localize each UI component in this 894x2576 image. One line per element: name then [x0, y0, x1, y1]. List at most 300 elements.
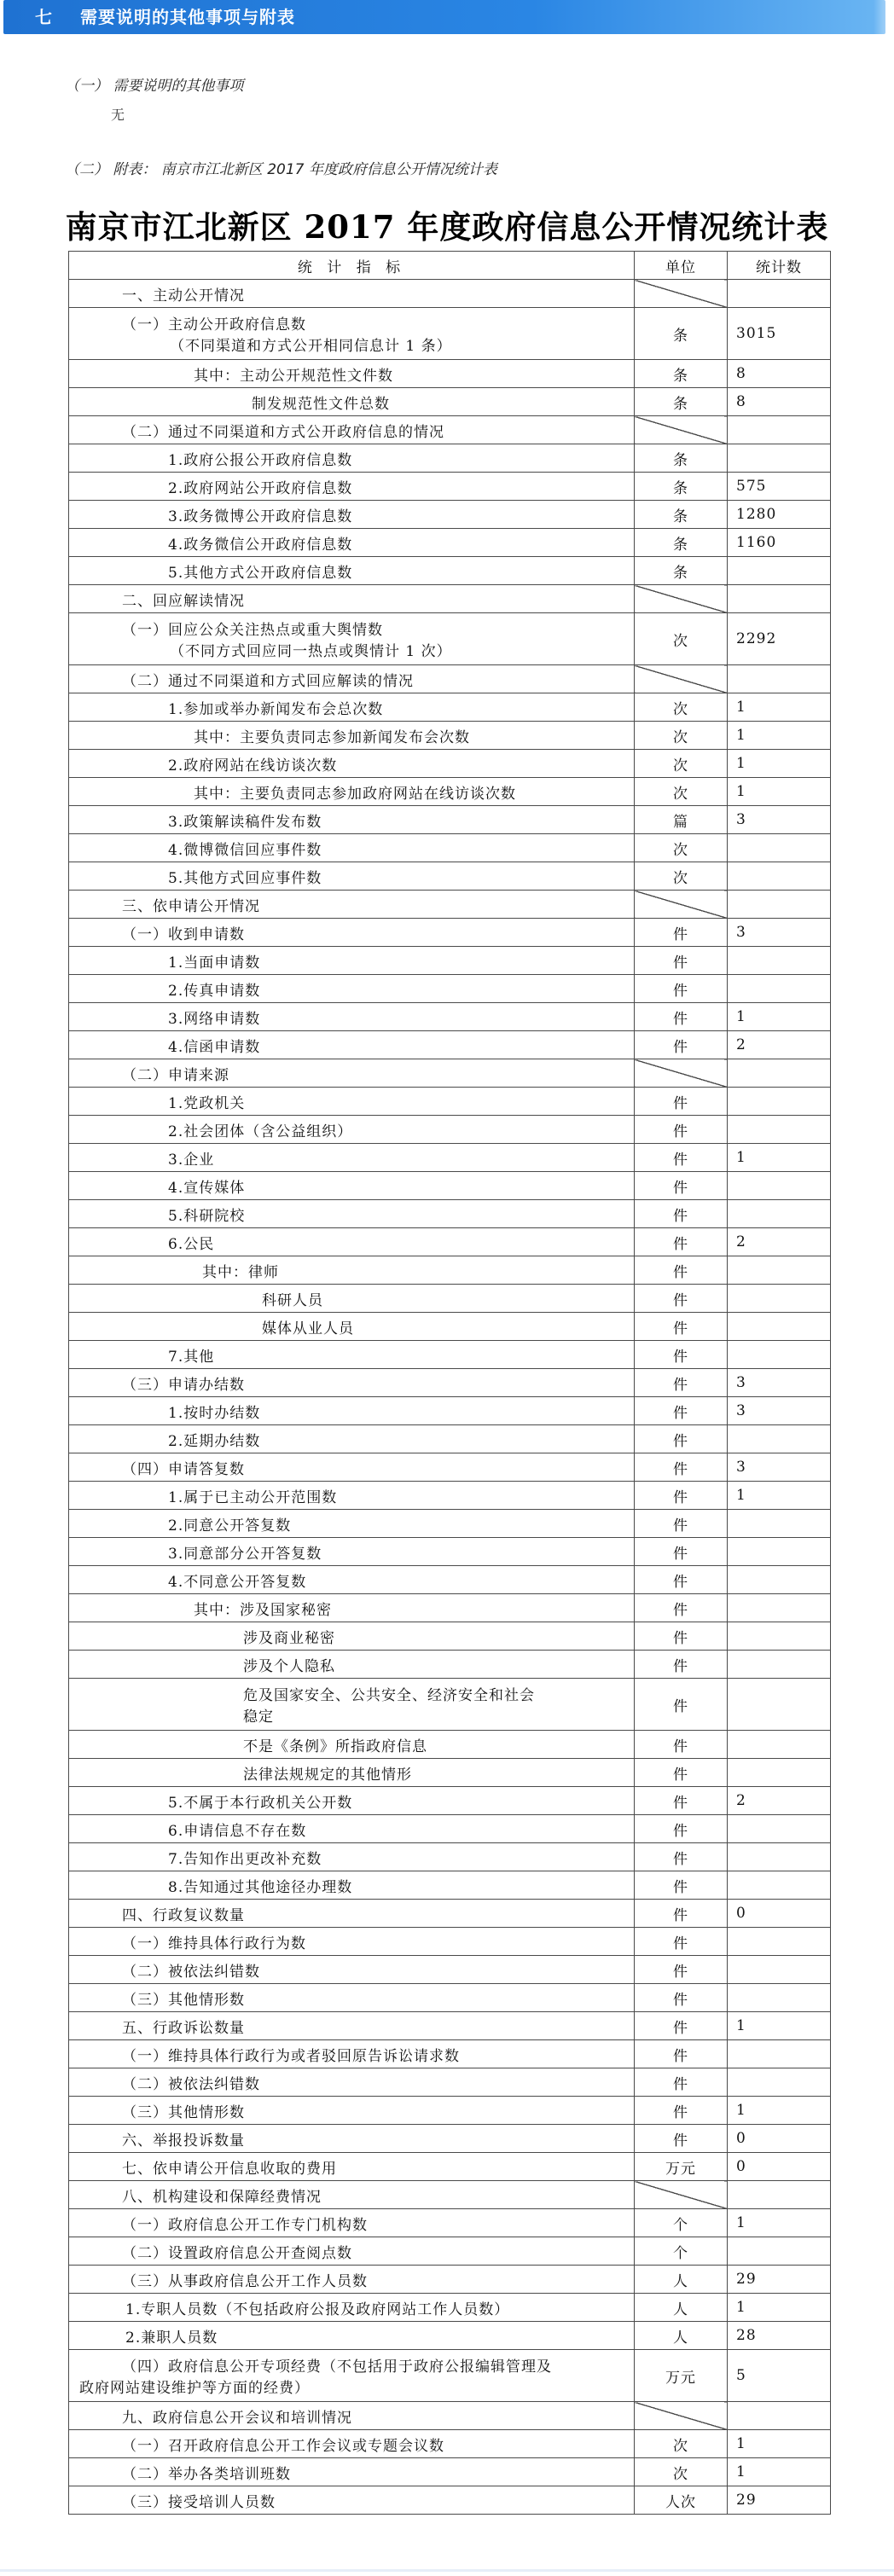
indicator-text: 危及国家安全、公共安全、经济安全和社会: [243, 1687, 535, 1704]
unit-cell: 次: [635, 2458, 728, 2486]
count-cell: 0: [728, 2125, 831, 2153]
table-row: [69, 1759, 831, 1787]
unit-cell: 件: [635, 1397, 728, 1425]
table-row: [69, 2294, 831, 2322]
indicator-text: 九、政府信息公开会议和培训情况: [122, 2409, 352, 2427]
unit-cell: 条: [635, 473, 728, 501]
indicator-text-line2: （不同方式回应同一热点或舆情计 1 次）: [170, 643, 452, 660]
unit-cell: 次: [635, 722, 728, 750]
indicator-text: （一）政府信息公开工作专门机构数: [122, 2216, 368, 2234]
count-cell: [728, 416, 831, 444]
table-row: [69, 360, 831, 388]
unit-cell: 件: [635, 975, 728, 1003]
table-row: [69, 1425, 831, 1453]
unit-cell: 件: [635, 1369, 728, 1397]
table-row: [69, 1088, 831, 1116]
indicator-cell: [69, 1679, 635, 1731]
table-row: [69, 2430, 831, 2458]
indicator-cell: [69, 2402, 635, 2430]
table-row: [69, 862, 831, 891]
indicator-cell: [69, 1651, 635, 1679]
indicator-text: 三、依申请公开情况: [122, 897, 260, 915]
unit-cell: 件: [635, 2012, 728, 2040]
count-cell: 8: [728, 360, 831, 388]
table-row: [69, 308, 831, 360]
unit-cell: 件: [635, 1228, 728, 1256]
count-cell: 1: [728, 750, 831, 778]
table-row: [69, 1538, 831, 1566]
indicator-cell: [69, 388, 635, 416]
count-cell: [728, 1538, 831, 1566]
indicator-text: 5.其他方式公开政府信息数: [168, 564, 353, 582]
indicator-cell: [69, 834, 635, 862]
count-cell: 2: [728, 1228, 831, 1256]
unit-cell-slashed: [635, 891, 728, 919]
indicator-text: 4.不同意公开答复数: [168, 1573, 307, 1591]
indicator-text: 媒体从业人员: [262, 1320, 354, 1337]
indicator-text: 1.属于已主动公开范围数: [168, 1488, 338, 1506]
table-row: [69, 529, 831, 557]
indicator-text: 一、主动公开情况: [122, 287, 245, 305]
indicator-text: （二）设置政府信息公开查阅点数: [122, 2244, 352, 2262]
unit-cell: 件: [635, 919, 728, 947]
indicator-cell: [69, 1088, 635, 1116]
unit-cell: 篇: [635, 806, 728, 834]
indicator-text: 其中：律师: [202, 1263, 279, 1281]
table-row: [69, 1651, 831, 1679]
unit-cell: 件: [635, 1538, 728, 1566]
unit-cell: 件: [635, 1144, 728, 1172]
indicator-cell: [69, 919, 635, 947]
section-title: 需要说明的其他事项与附表: [80, 7, 295, 27]
unit-cell: 件: [635, 2097, 728, 2125]
indicator-cell: [69, 1228, 635, 1256]
count-cell: 0: [728, 1900, 831, 1928]
indicator-cell: [69, 2153, 635, 2181]
indicator-cell: [69, 1172, 635, 1200]
table-row: [69, 1172, 831, 1200]
table-title: 南京市江北新区 2017 年度政府信息公开情况统计表: [65, 208, 829, 246]
unit-cell: 件: [635, 1341, 728, 1369]
unit-cell: 件: [635, 1787, 728, 1815]
table-row: [69, 1369, 831, 1397]
count-cell: [728, 834, 831, 862]
indicator-text: 科研人员: [262, 1291, 323, 1309]
count-cell: [728, 665, 831, 693]
indicator-cell: [69, 280, 635, 308]
indicator-text: （一）收到申请数: [122, 925, 245, 943]
indicator-text: 涉及个人隐私: [243, 1657, 335, 1675]
unit-cell: 次: [635, 862, 728, 891]
indicator-text: 1.政府公报公开政府信息数: [168, 451, 353, 469]
indicator-text: （三）其他情形数: [122, 1991, 245, 2009]
count-cell: 1: [728, 778, 831, 806]
count-cell: 29: [728, 2266, 831, 2294]
statistics-table: [68, 251, 831, 2515]
unit-cell: 次: [635, 2430, 728, 2458]
count-cell: 575: [728, 473, 831, 501]
unit-cell: 件: [635, 1200, 728, 1228]
unit-cell: 件: [635, 1984, 728, 2012]
count-cell: [728, 2040, 831, 2068]
indicator-cell: [69, 501, 635, 529]
indicator-text: （二）被依法纠错数: [122, 2075, 260, 2093]
unit-cell: 件: [635, 1482, 728, 1510]
indicator-text: 3.政策解读稿件发布数: [168, 813, 322, 831]
indicator-text: （三）申请办结数: [122, 1376, 245, 1394]
indicator-cell: [69, 2068, 635, 2097]
indicator-text: 八、机构建设和保障经费情况: [122, 2188, 322, 2206]
indicator-cell: [69, 1453, 635, 1482]
count-cell: 2: [728, 1787, 831, 1815]
indicator-text: 4.微博微信回应事件数: [168, 841, 322, 859]
indicator-text: 3.同意部分公开答复数: [168, 1545, 322, 1563]
count-cell: 2: [728, 1031, 831, 1059]
unit-cell-slashed: [635, 280, 728, 308]
count-cell: [728, 1425, 831, 1453]
unit-cell: 人次: [635, 2486, 728, 2515]
indicator-text: 其中：主动公开规范性文件数: [194, 367, 393, 385]
unit-cell: 件: [635, 1594, 728, 1622]
unit-cell: 次: [635, 750, 728, 778]
table-row: [69, 1510, 831, 1538]
indicator-cell: [69, 308, 635, 360]
indicator-cell: [69, 1843, 635, 1871]
count-cell: [728, 891, 831, 919]
indicator-cell: [69, 2350, 635, 2402]
table-row: [69, 1256, 831, 1285]
unit-cell: 件: [635, 1003, 728, 1031]
indicator-cell: [69, 891, 635, 919]
table-row: [69, 2322, 831, 2350]
count-cell: 3: [728, 1369, 831, 1397]
unit-cell-slashed: [635, 585, 728, 613]
indicator-cell: [69, 1116, 635, 1144]
indicator-text-line2: （不同渠道和方式公开相同信息计 1 条）: [170, 338, 452, 355]
indicator-text: （一）召开政府信息公开工作会议或专题会议数: [122, 2437, 444, 2455]
unit-cell: 件: [635, 947, 728, 975]
indicator-text: 其中：主要负责同志参加政府网站在线访谈次数: [194, 785, 516, 803]
unit-cell: 件: [635, 1843, 728, 1871]
indicator-cell: [69, 2237, 635, 2266]
unit-cell: 件: [635, 1928, 728, 1956]
count-cell: 1: [728, 1482, 831, 1510]
table-row: [69, 2402, 831, 2430]
count-cell: 3: [728, 1397, 831, 1425]
indicator-text: 其中：涉及国家秘密: [194, 1601, 332, 1619]
table-row: [69, 1956, 831, 1984]
indicator-text: （三）从事政府信息公开工作人员数: [122, 2272, 368, 2290]
table-row: [69, 778, 831, 806]
table-row: [69, 2125, 831, 2153]
unit-cell: 人: [635, 2322, 728, 2350]
indicator-text: （二）通过不同渠道和方式公开政府信息的情况: [122, 423, 444, 441]
unit-cell-slashed: [635, 2181, 728, 2209]
unit-cell: 件: [635, 1256, 728, 1285]
indicator-cell: [69, 1369, 635, 1397]
header-unit: 单位: [635, 252, 728, 280]
indicator-text: 6.申请信息不存在数: [168, 1822, 307, 1840]
indicator-cell: [69, 975, 635, 1003]
subsection-1-heading: （一） 需要说明的其他事项: [65, 78, 244, 95]
count-cell: [728, 280, 831, 308]
table-row: [69, 834, 831, 862]
indicator-text: 1.党政机关: [168, 1094, 246, 1112]
table-row: [69, 1928, 831, 1956]
count-cell: [728, 1059, 831, 1088]
indicator-cell: [69, 2486, 635, 2515]
unit-cell: 条: [635, 501, 728, 529]
indicator-cell: [69, 2266, 635, 2294]
count-cell: [728, 1843, 831, 1871]
indicator-text: （四）政府信息公开专项经费（不包括用于政府公报编辑管理及: [122, 2358, 552, 2376]
indicator-cell: [69, 806, 635, 834]
indicator-cell: [69, 1003, 635, 1031]
indicator-cell: [69, 750, 635, 778]
unit-cell: 件: [635, 1510, 728, 1538]
table-row: [69, 1059, 831, 1088]
count-cell: 1: [728, 1144, 831, 1172]
unit-cell: 条: [635, 557, 728, 585]
count-cell: [728, 1679, 831, 1731]
subsection-2-heading: （二） 附表： 南京市江北新区 2017 年度政府信息公开情况统计表: [65, 161, 497, 178]
unit-cell: 件: [635, 1651, 728, 1679]
indicator-cell: [69, 416, 635, 444]
unit-cell: 件: [635, 1956, 728, 1984]
indicator-cell: [69, 1622, 635, 1651]
count-cell: [728, 1510, 831, 1538]
indicator-text: 3.网络申请数: [168, 1010, 261, 1028]
count-cell: [728, 947, 831, 975]
indicator-text: 2.政府网站在线访谈次数: [168, 757, 338, 775]
unit-cell: 人: [635, 2266, 728, 2294]
bottom-divider: [0, 2569, 894, 2572]
unit-cell: 件: [635, 1172, 728, 1200]
indicator-text-line2: 稳定: [243, 1709, 274, 1726]
unit-cell: 件: [635, 1815, 728, 1843]
count-cell: [728, 1651, 831, 1679]
indicator-cell: [69, 613, 635, 665]
count-cell: 1: [728, 2430, 831, 2458]
indicator-cell: [69, 1538, 635, 1566]
indicator-text: 4.信函申请数: [168, 1038, 261, 1056]
indicator-cell: [69, 1285, 635, 1313]
table-row: [69, 1843, 831, 1871]
indicator-text: 四、行政复议数量: [122, 1906, 245, 1924]
indicator-text: 2.同意公开答复数: [168, 1517, 292, 1535]
unit-cell: 次: [635, 693, 728, 722]
table-row: [69, 1003, 831, 1031]
table-row: [69, 1871, 831, 1900]
indicator-text: 1.专职人员数（不包括政府公报及政府网站工作人员数）: [125, 2300, 510, 2318]
count-cell: [728, 2181, 831, 2209]
indicator-cell: [69, 1594, 635, 1622]
indicator-text: （三）其他情形数: [122, 2103, 245, 2121]
indicator-cell: [69, 1144, 635, 1172]
unit-cell: 件: [635, 2068, 728, 2097]
count-cell: 1: [728, 2097, 831, 2125]
count-cell: [728, 1566, 831, 1594]
indicator-cell: [69, 1200, 635, 1228]
header-count: 统计数: [728, 252, 831, 280]
indicator-text: 制发规范性文件总数: [252, 395, 390, 413]
table-body: [69, 280, 831, 2515]
indicator-text: 2.传真申请数: [168, 982, 261, 1000]
count-cell: [728, 1871, 831, 1900]
indicator-text: 七、依申请公开信息收取的费用: [122, 2160, 337, 2178]
table-row: [69, 947, 831, 975]
indicator-text: （四）申请答复数: [122, 1460, 245, 1478]
unit-cell: 条: [635, 308, 728, 360]
unit-cell: 次: [635, 613, 728, 665]
unit-cell: 件: [635, 1871, 728, 1900]
indicator-cell: [69, 1313, 635, 1341]
indicator-cell: [69, 1510, 635, 1538]
indicator-cell: [69, 947, 635, 975]
unit-cell: 件: [635, 1679, 728, 1731]
count-cell: 3: [728, 919, 831, 947]
count-cell: [728, 2237, 831, 2266]
indicator-cell: [69, 2322, 635, 2350]
indicator-cell: [69, 778, 635, 806]
count-cell: 1: [728, 722, 831, 750]
indicator-text: 1.当面申请数: [168, 954, 261, 972]
indicator-text: 1.参加或举办新闻发布会总次数: [168, 700, 384, 718]
unit-cell: 件: [635, 1116, 728, 1144]
indicator-cell: [69, 722, 635, 750]
unit-cell: 件: [635, 1088, 728, 1116]
unit-cell: 件: [635, 1425, 728, 1453]
table-row: [69, 1787, 831, 1815]
table-row: [69, 1228, 831, 1256]
indicator-cell: [69, 360, 635, 388]
unit-cell: 个: [635, 2237, 728, 2266]
section-number: 七: [35, 7, 52, 27]
table-row: [69, 1679, 831, 1731]
indicator-text: （三）接受培训人员数: [122, 2493, 276, 2511]
count-cell: 3: [728, 806, 831, 834]
count-cell: [728, 1172, 831, 1200]
indicator-text: （一）维持具体行政行为数: [122, 1935, 306, 1952]
unit-cell: 人: [635, 2294, 728, 2322]
indicator-text: 2.延期办结数: [168, 1432, 261, 1450]
count-cell: 3: [728, 1453, 831, 1482]
count-cell: 1280: [728, 501, 831, 529]
count-cell: 1: [728, 1003, 831, 1031]
indicator-cell: [69, 1984, 635, 2012]
indicator-text: 5.其他方式回应事件数: [168, 869, 322, 887]
count-cell: [728, 862, 831, 891]
count-cell: 1: [728, 2209, 831, 2237]
count-cell: 1: [728, 693, 831, 722]
count-cell: 2292: [728, 613, 831, 665]
indicator-text: 六、举报投诉数量: [122, 2132, 245, 2150]
unit-cell: 条: [635, 360, 728, 388]
indicator-cell: [69, 1900, 635, 1928]
indicator-text: 4.政务微信公开政府信息数: [168, 536, 353, 554]
table-row: [69, 891, 831, 919]
count-cell: [728, 1815, 831, 1843]
indicator-cell: [69, 1566, 635, 1594]
indicator-cell: [69, 693, 635, 722]
indicator-text: 6.公民: [168, 1235, 215, 1253]
count-cell: [728, 1622, 831, 1651]
unit-cell: 件: [635, 1731, 728, 1759]
indicator-cell: [69, 2040, 635, 2068]
table-row: [69, 1341, 831, 1369]
table-row: [69, 585, 831, 613]
table-row: [69, 1566, 831, 1594]
unit-cell: 件: [635, 1622, 728, 1651]
indicator-cell: [69, 1759, 635, 1787]
indicator-cell: [69, 2294, 635, 2322]
indicator-text: （一）主动公开政府信息数: [122, 316, 306, 334]
indicator-cell: [69, 1815, 635, 1843]
indicator-cell: [69, 1928, 635, 1956]
table-row: [69, 693, 831, 722]
indicator-text: （二）举办各类培训班数: [122, 2465, 291, 2483]
count-cell: 1: [728, 2012, 831, 2040]
count-cell: 8: [728, 388, 831, 416]
count-cell: [728, 2402, 831, 2430]
table-row: [69, 1731, 831, 1759]
indicator-text: （二）通过不同渠道和方式回应解读的情况: [122, 672, 414, 690]
table-row: [69, 806, 831, 834]
indicator-text: 8.告知通过其他途径办理数: [168, 1878, 353, 1896]
indicator-cell: [69, 444, 635, 473]
indicator-cell: [69, 1956, 635, 1984]
count-cell: [728, 1956, 831, 1984]
unit-cell: 件: [635, 1566, 728, 1594]
unit-cell: 件: [635, 1031, 728, 1059]
count-cell: 29: [728, 2486, 831, 2515]
indicator-cell: [69, 2458, 635, 2486]
subsection-1-note: 无: [111, 107, 125, 123]
indicator-cell: [69, 2097, 635, 2125]
unit-cell: 条: [635, 388, 728, 416]
table-row: [69, 1397, 831, 1425]
table-row: [69, 1200, 831, 1228]
indicator-text: 五、行政诉讼数量: [122, 2019, 245, 2037]
unit-cell: 万元: [635, 2350, 728, 2402]
count-cell: [728, 1731, 831, 1759]
indicator-cell: [69, 1482, 635, 1510]
indicator-text: 法律法规规定的其他情形: [243, 1766, 412, 1784]
indicator-cell: [69, 2012, 635, 2040]
table-row: [69, 1031, 831, 1059]
table-row: [69, 2181, 831, 2209]
indicator-text: 3.政务微博公开政府信息数: [168, 508, 353, 525]
table-row: [69, 2097, 831, 2125]
unit-cell: 件: [635, 1759, 728, 1787]
table-header-row: [69, 252, 831, 280]
count-cell: [728, 557, 831, 585]
unit-cell: 次: [635, 834, 728, 862]
indicator-text: 其中：主要负责同志参加新闻发布会次数: [194, 728, 470, 746]
table-row: [69, 2237, 831, 2266]
table-row: [69, 1482, 831, 1510]
indicator-text: 2.政府网站公开政府信息数: [168, 479, 353, 497]
table-row: [69, 722, 831, 750]
count-cell: [728, 1759, 831, 1787]
indicator-text: 7.告知作出更改补充数: [168, 1850, 322, 1868]
indicator-text: 3.企业: [168, 1151, 215, 1169]
count-cell: [728, 444, 831, 473]
table-row: [69, 1984, 831, 2012]
table-row: [69, 473, 831, 501]
table-row: [69, 2012, 831, 2040]
table-row: [69, 613, 831, 665]
